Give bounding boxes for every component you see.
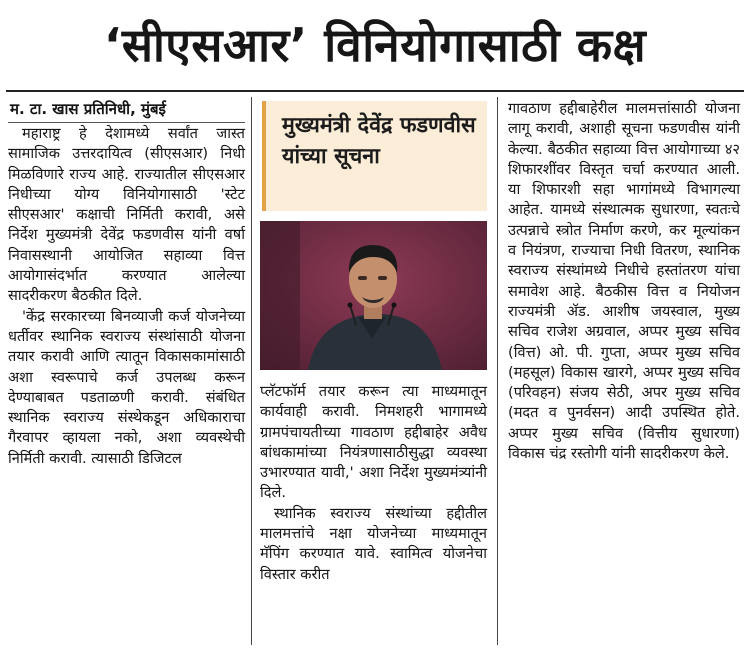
news-photo: [260, 221, 487, 370]
article-column-3: [508, 99, 740, 464]
paragraph: 'केंद्र सरकारच्या बिनव्याजी कर्ज योजनेच्या धर्तीवर स्थानिक स्वराज्य संस्थांसाठी योजना तयार करावी आणि त्यातून विकासकामांसाठी अशा स्वरूपाचे कर्ज उपलब्ध करून देण्याबाबत पडताळणी करावी. संबंधित स्थानिक स्वराज्य संस्थेकडून अधिकाराचा गैरवापर व्हायला नको, अशा व्यवस्थेची निर्मिती करावी. त्यासाठी डिजिटल: [8, 307, 245, 467]
paragraph: स्थानिक स्वराज्य संस्थांच्या हद्दीतील मालमत्तांचे नक्षा योजनेच्या माध्यमातून मॅपिंग करण्यात यावे. स्वामित्व योजनेचा विस्तार करीत: [260, 504, 487, 583]
person-speaking-image: [260, 221, 487, 370]
paragraph: प्लॅटफॉर्म तयार करून त्या माध्यमातून कार्यवाही करावी. निमशहरी भागामध्ये ग्रामपंचायतीच्या गावठाण हद्दीबाहेर अवैध बांधकामांच्या नियंत्रणासाठीसुद्धा व्यवस्था उभारण्यात यावी,' अशा निर्देश मुख्यमंत्र्यांनी दिले.: [260, 383, 487, 502]
column-divider-right: [497, 97, 498, 645]
paragraph: महाराष्ट्र हे देशामध्ये सर्वांत जास्त सामाजिक उत्तरदायित्व (सीएसआर) निधी मिळविणारे राज्य आहे. राज्यातील सीएसआर निधीच्या योग्य विनियोगासाठी 'स्टेट सीएसआर' कक्षाची निर्मिती करावी, असे निर्देश मुख्यमंत्री देवेंद्र फडणवीस यांनी वर्षा निवासस्थानी आयोजित सहाव्या वित्त आयोगासंदर्भात करण्यात आलेल्या सादरीकरण बैठकीत दिले.: [8, 125, 245, 305]
byline: म. टा. खास प्रतिनिधी, मुंबई: [10, 100, 166, 118]
headline: ‘सीएसआर’ विनियोगासाठी कक्ष: [103, 18, 647, 72]
subheading-box: [262, 101, 487, 211]
article-column-1: [8, 124, 245, 469]
paragraph: गावठाण हद्दीबाहेरील मालमत्तांसाठी योजना लागू करावी, अशाही सूचना फडणवीस यांनी केल्या. बैठकीत सहाव्या वित्त आयोगाच्या ४२ शिफारशींवर विस्तृत चर्चा करण्यात आली. या शिफारशी सहा भागांमध्ये विभागल्या आहेत. यामध्ये संस्थात्मक सुधारणा, स्वतःचे उत्पन्नाचे स्त्रोत निर्माण करणे, कर मूल्यांकन व नियंत्रण, राज्याचा निधी वितरण, स्थानिक स्वराज्य संस्थांमध्ये निधीचे हस्तांतरण यांचा समावेश आहे. बैठकीस वित्त व नियोजन राज्यमंत्री ॲड. आशीष जयस्वाल, मुख्य सचिव राजेश अग्रवाल, अप्पर मुख्य सचिव (वित्त) ओ. पी. गुप्ता, अप्पर मुख्य सचिव (महसूल) विकास खारगे, अप्पर मुख्य सचिव (परिवहन) संजय सेठी, अपर मुख्य सचिव (मदत व पुनर्वसन) आदी उपस्थित होते. अप्पर मुख्य सचिव (वित्तीय सुधारणा) विकास चंद्र रस्तोगी यांनी सादरीकरण केले.: [508, 100, 740, 463]
subheading: मुख्यमंत्री देवेंद्र फडणवीस यांच्या सूचना: [282, 113, 476, 169]
headline-rule: [6, 90, 744, 92]
column-divider-left: [251, 97, 252, 645]
article-column-2: [260, 382, 487, 585]
byline-rule: [8, 122, 245, 123]
